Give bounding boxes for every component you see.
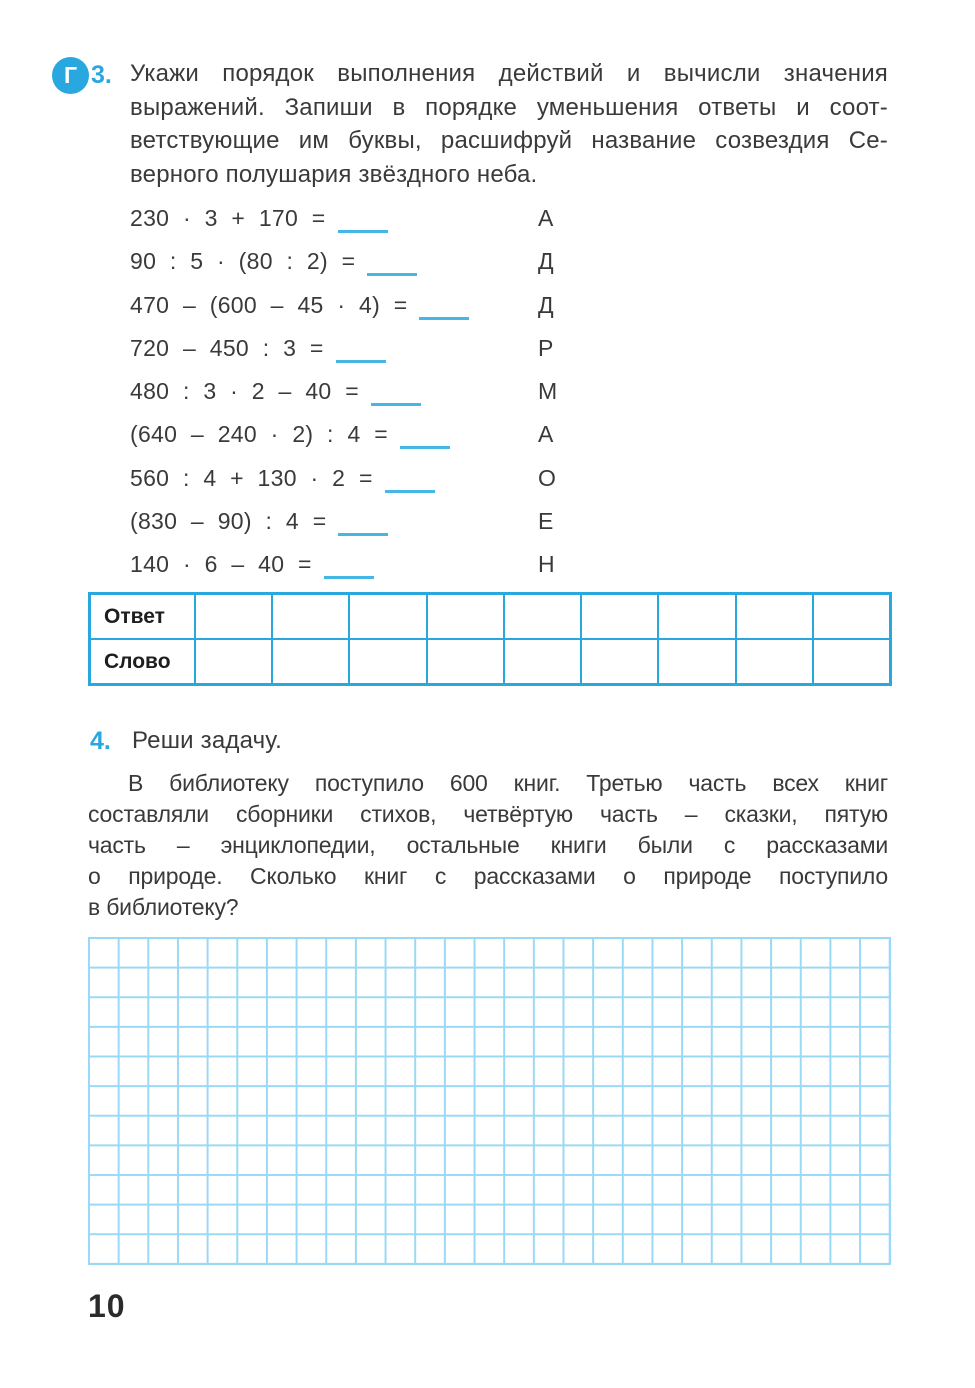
expression-list (130, 197, 600, 587)
squared-working-grid[interactable] (88, 937, 891, 1265)
expression-text: 720 – 450 : 3 = (130, 334, 324, 361)
exercise4-problem-text (88, 768, 888, 923)
expression-text: (640 – 240 · 2) : 4 = (130, 421, 388, 448)
page-number: 10 (88, 1288, 126, 1324)
cipher-letter: А (538, 421, 554, 448)
cipher-letter: Н (538, 551, 555, 578)
table-cell[interactable] (503, 640, 580, 683)
table-row (91, 595, 889, 638)
ex4-body-line: составляли сборники стихов, четвёртую часть – сказки, пятую (88, 801, 888, 827)
cipher-letter: Р (538, 334, 554, 361)
exercise4-number: 4. (90, 727, 111, 755)
exercise3-number: 3. (91, 61, 112, 89)
badge-letter: Г (63, 62, 78, 88)
table-row (91, 638, 889, 683)
expression-row (130, 284, 600, 327)
cipher-letter: Е (538, 508, 554, 535)
answer-blank[interactable] (324, 564, 374, 579)
answer-word-table (88, 592, 892, 686)
ex3-statement-line: верного полушария звёздного неба. (130, 160, 538, 188)
table-cell[interactable] (812, 595, 889, 638)
ex4-body-line: о природе. Сколько книг с рассказами о природе поступило (88, 863, 888, 889)
table-cell[interactable] (503, 595, 580, 638)
table-cell[interactable] (426, 640, 503, 683)
ex4-body-line: часть – энциклопедии, остальные книги были с рассказами (88, 832, 888, 858)
table-cell[interactable] (735, 595, 812, 638)
ex4-body-line: В библиотеку поступило 600 книг. Третью часть всех книг (128, 770, 888, 796)
cipher-letter: Д (538, 248, 554, 275)
answer-blank[interactable] (400, 434, 450, 449)
exercise4-title: Реши задачу. (132, 727, 282, 754)
cipher-letter: А (538, 205, 554, 231)
ex3-statement-line: ветствующие им буквы, расшифруй название созвездия Се- (130, 127, 888, 154)
ex4-body-line: в библиотеку? (88, 894, 239, 920)
table-row-label: Ответ (104, 604, 165, 628)
table-cell[interactable] (271, 595, 348, 638)
expression-row (130, 327, 600, 370)
table-cell[interactable] (580, 640, 657, 683)
table-cell[interactable] (348, 595, 425, 638)
table-cell[interactable] (657, 595, 734, 638)
table-cell[interactable] (657, 640, 734, 683)
cipher-letter: О (538, 464, 557, 491)
table-row-label: Слово (104, 649, 171, 673)
table-cell[interactable] (194, 595, 271, 638)
answer-blank[interactable] (419, 305, 469, 320)
expression-text: 230 · 3 + 170 = (130, 205, 326, 231)
exercise-type-badge-icon (52, 57, 89, 94)
expression-row (130, 500, 600, 543)
answer-blank[interactable] (338, 521, 388, 536)
expression-text: 560 : 4 + 130 · 2 = (130, 464, 373, 491)
answer-blank[interactable] (338, 218, 388, 233)
cipher-letter: Д (538, 291, 554, 318)
table-cell[interactable] (348, 640, 425, 683)
table-cell[interactable] (735, 640, 812, 683)
expression-row (130, 457, 600, 500)
expression-row (130, 370, 600, 413)
exercise3-statement (130, 57, 888, 191)
expression-text: 90 : 5 · (80 : 2) = (130, 248, 356, 275)
cipher-letter: М (538, 378, 558, 405)
expression-row (130, 413, 600, 456)
expression-row (130, 240, 600, 283)
table-cell[interactable] (812, 640, 889, 683)
table-cell[interactable] (271, 640, 348, 683)
expression-text: 140 · 6 – 40 = (130, 551, 312, 578)
answer-blank[interactable] (367, 261, 417, 276)
expression-text: (830 – 90) : 4 = (130, 508, 327, 535)
expression-row (130, 543, 600, 586)
table-cell[interactable] (426, 595, 503, 638)
answer-blank[interactable] (336, 348, 386, 363)
expression-text: 480 : 3 · 2 – 40 = (130, 378, 359, 405)
ex3-statement-line: выражений. Запиши в порядке уменьшения ответы и соот- (130, 93, 888, 121)
expression-text: 470 – (600 – 45 · 4) = (130, 291, 408, 318)
answer-blank[interactable] (371, 391, 421, 406)
table-cell[interactable] (194, 640, 271, 683)
table-cell[interactable] (580, 595, 657, 638)
answer-blank[interactable] (385, 478, 435, 493)
expression-row (130, 197, 600, 240)
ex3-statement-line: Укажи порядок выполнения действий и вычисли значения (130, 60, 888, 87)
